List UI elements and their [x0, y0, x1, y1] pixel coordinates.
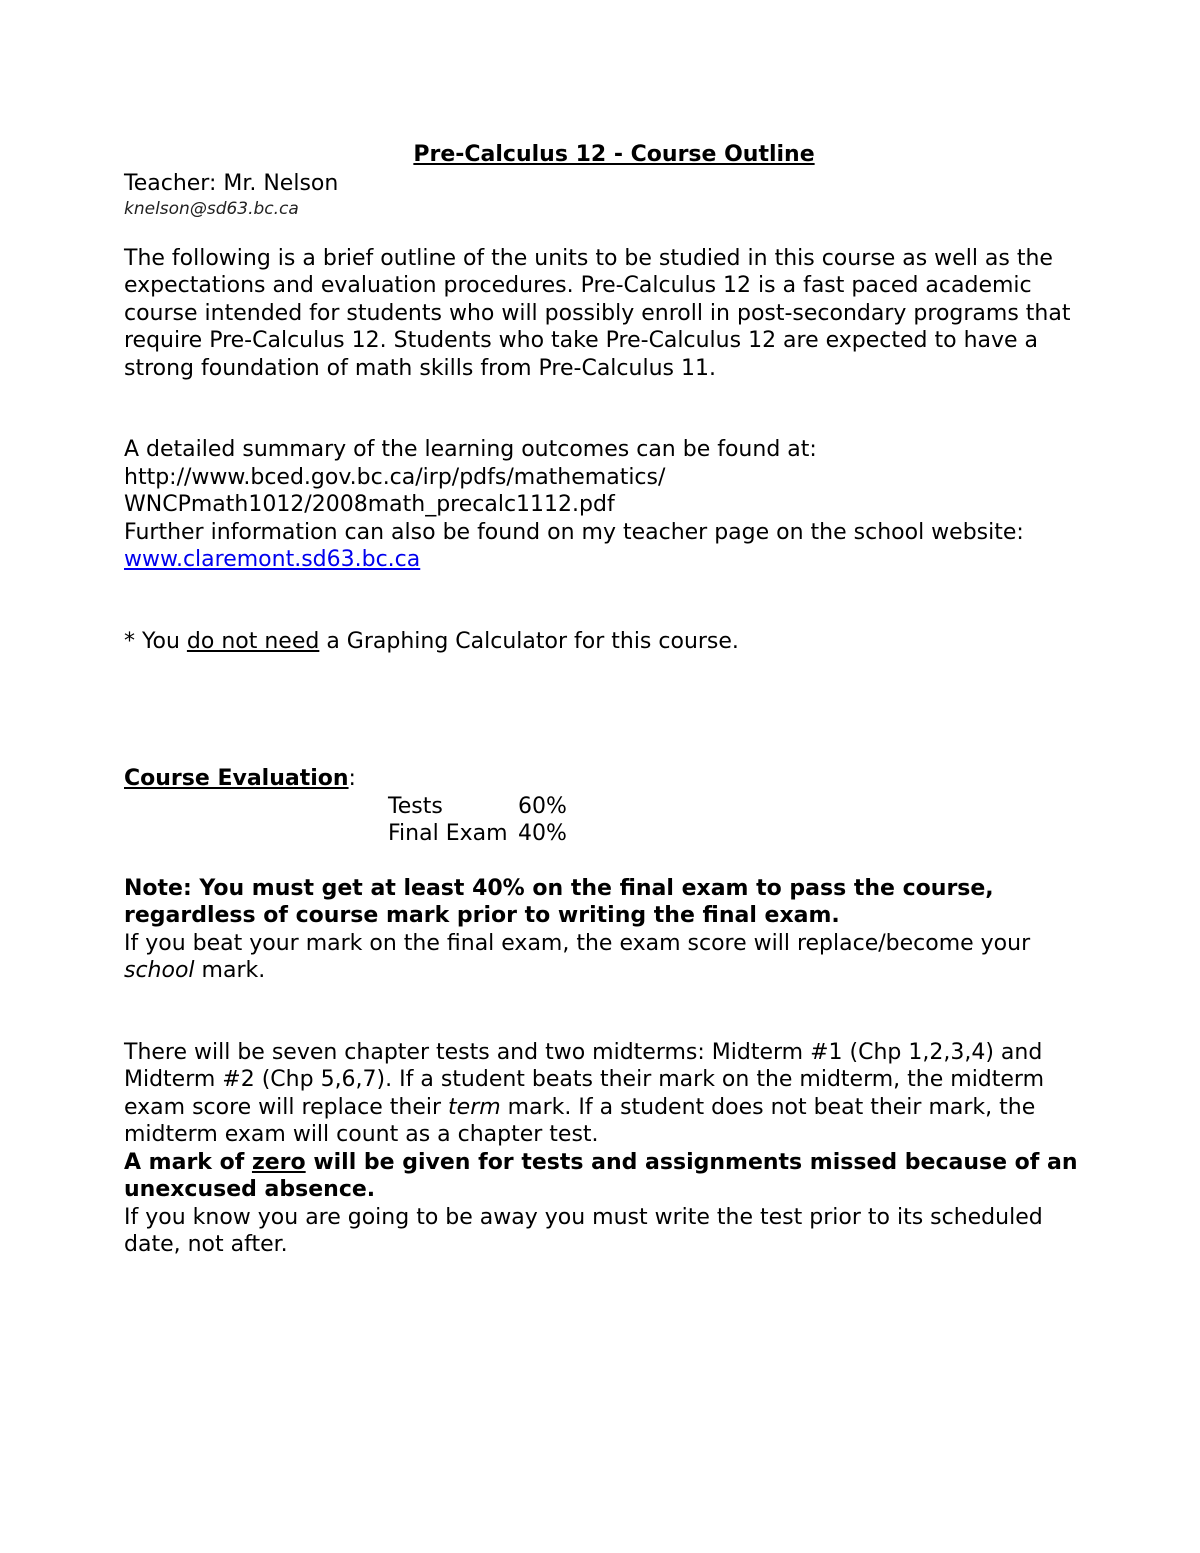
tests-italic: term	[448, 1094, 501, 1120]
beat-mark-suffix: mark.	[194, 958, 266, 983]
evaluation-item-weight: 60%	[518, 793, 567, 819]
teacher-line: Teacher: Mr. Nelson	[124, 171, 339, 196]
tests-suffix: mark. If a student does not beat their mark, the midterm exam will count as a chapter test.	[124, 1094, 1036, 1147]
tests-paragraph	[124, 1039, 1104, 1149]
further-info-line: Further information can also be found on my teacher page on the school website:	[124, 519, 1024, 545]
final-exam-note: Note: You must get at least 40% on the final exam to pass the course, regardless of course mark prior to writing the final exam.	[124, 875, 994, 928]
calculator-note	[124, 628, 1104, 656]
beat-mark-note	[124, 930, 1104, 985]
zero-mark-note	[124, 1149, 1104, 1204]
tests-prefix: There will be seven chapter tests and two midterms: Midterm #1 (Chp 1,2,3,4) and Midterm #2 (Chp 5,6,7). If a student beats their mark on the midterm, the midterm exam score will replace their	[124, 1039, 1045, 1120]
evaluation-row	[388, 820, 567, 848]
evaluation-item-name: Tests	[388, 793, 443, 819]
evaluation-table	[388, 793, 567, 848]
calculator-suffix: a Graphing Calculator for this course.	[319, 628, 739, 654]
zero-prefix: A mark of	[124, 1149, 252, 1175]
beat-mark-prefix: If you beat your mark on the final exam, the exam score will replace/become your	[124, 930, 1031, 956]
zero-suffix: will be given for tests and assignments missed because of an unexcused absence.	[124, 1149, 1078, 1202]
summary-url-line-1: http://www.bced.gov.bc.ca/irp/pdfs/mathematics/	[124, 464, 666, 490]
evaluation-heading-line	[124, 765, 1104, 793]
zero-word: zero	[251, 1149, 306, 1175]
school-website-link[interactable]: www.claremont.sd63.bc.ca	[124, 547, 421, 572]
document-title: Pre-Calculus 12 - Course Outline	[413, 142, 815, 167]
intro-paragraph: The following is a brief outline of the units to be studied in this course as well as the expectations and evaluation procedures. Pre-Calculus 12 is a fast paced academic course intended for students who will possibly enroll in post-secondary programs that require Pre-Calculus 12. Students who take Pre-Calculus 12 are expected to have a strong foundation of math skills from Pre-Calculus 11.	[124, 245, 1071, 381]
calculator-emphasis: do not need	[186, 628, 320, 654]
evaluation-row	[388, 793, 567, 821]
evaluation-item-weight: 40%	[518, 821, 567, 846]
evaluation-colon: :	[348, 766, 356, 791]
calculator-prefix: * You	[124, 628, 187, 654]
document-page	[124, 140, 1104, 1259]
evaluation-item-name: Final Exam	[388, 821, 508, 846]
evaluation-heading: Course Evaluation	[124, 766, 349, 791]
away-note: If you know you are going to be away you must write the test prior to its scheduled date, not after.	[124, 1204, 1043, 1257]
summary-line: A detailed summary of the learning outcomes can be found at:	[124, 437, 817, 462]
summary-url-line-2: WNCPmath1012/2008math_precalc1112.pdf	[124, 492, 615, 517]
teacher-email: knelson@sd63.bc.ca	[124, 198, 299, 219]
beat-mark-italic: school	[124, 958, 195, 983]
